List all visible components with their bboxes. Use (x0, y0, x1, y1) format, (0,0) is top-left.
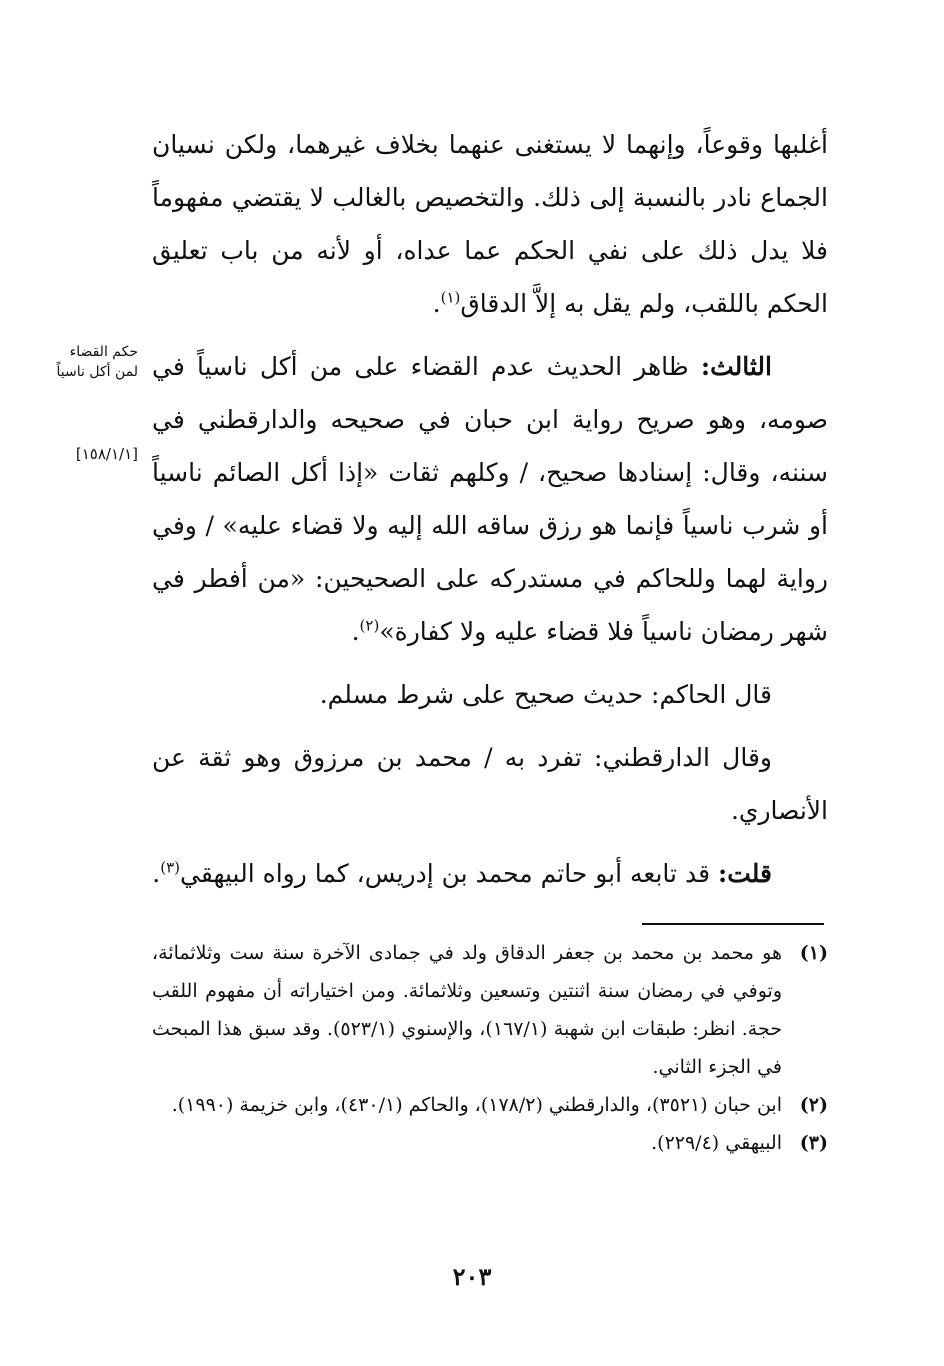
paragraph-5 (152, 847, 828, 900)
footnote-ref-1[interactable]: (١) (440, 288, 461, 307)
footnote-ref-3[interactable]: (٣) (160, 858, 180, 877)
footnote-3 (152, 1124, 828, 1162)
footnote-1-number: (١) (799, 942, 828, 964)
paragraph-1-tail: . (432, 289, 441, 318)
paragraph-4 (152, 731, 828, 837)
footnote-1 (152, 934, 828, 1086)
footnote-ref-2[interactable]: (٢) (359, 616, 380, 635)
paragraph-5-lead: قلت: (717, 859, 772, 888)
margin-note-manuscript-ref: [١٥٨/١/١] (75, 445, 138, 463)
paragraph-4-text: وقال الدارقطني: تفرد به / محمد بن مرزوق وهو ثقة عن الأنصاري. (152, 743, 828, 825)
paragraph-2-tail: . (351, 617, 360, 646)
footnote-3-text: البيهقي (٢٢٩/٤). (651, 1132, 782, 1154)
paragraph-5-tail: . (152, 859, 161, 888)
paragraph-5-text: قد تابعه أبو حاتم محمد بن إدريس، كما رواه البيهقي (179, 859, 711, 888)
main-text-body (152, 118, 828, 910)
footnote-2-number: (٢) (799, 1094, 828, 1116)
paragraph-2 (152, 340, 828, 658)
page-number: ٢٠٣ (452, 1262, 492, 1291)
paragraph-2-text: ظاهر الحديث عدم القضاء على من أكل ناسياً في صومه، وهو صريح رواية ابن حبان في صحيحه والدارقطني في سننه، وقال: إسنادها صحيح، / وكلهم ثقات «إذا أكل الصائم ناسياً أو شرب ناسياً فإنما هو رزق ساقه الله إليه ولا قضاء عليه» / وفي رواية لهما وللحاكم في مستدركه على الصحيحين: «من أفطر في شهر رمضان ناسياً فلا قضاء عليه ولا كفارة» (152, 352, 829, 646)
paragraph-1-text: أغلبها وقوعاً، وإنهما لا يستغنى عنهما بخلاف غيرهما، ولكن نسيان الجماع نادر بالنسبة إلى ذلك. والتخصيص بالغالب لا يقتضي مفهوماً فلا يدل ذلك على نفي الحكم عما عداه، أو لأنه من باب تعليق الحكم باللقب، ولم يقل به إلاَّ الدقاق (152, 130, 828, 318)
footnote-2-text: ابن حبان (٣٥٢١)، والدارقطني (١٧٨/٢)، والحاكم (٤٣٠/١)، وابن خزيمة (١٩٩٠). (171, 1094, 782, 1116)
footnote-2 (152, 1086, 828, 1124)
footnotes-section (152, 934, 828, 1162)
paragraph-1 (152, 118, 828, 330)
margin-note-topic-line-2: لمن أكل ناسياً (56, 364, 138, 380)
footnote-3-number: (٣) (799, 1132, 828, 1154)
paragraph-3 (152, 668, 828, 721)
paragraph-2-lead: الثالث: (700, 352, 772, 381)
footnote-1-text: هو محمد بن محمد بن جعفر الدقاق ولد في جمادى الآخرة سنة ست وثلاثمائة، وتوفي في رمضان سنة اثنتين وتسعين وثلاثمائة. ومن اختياراته أن مفهوم اللقب حجة. انظر: طبقات ابن شهبة (١٦٧/١)، والإسنوي (٥٢٣/١). وقد سبق هذا المبحث في الجزء الثاني. (152, 942, 783, 1078)
margin-note-topic-line-1: حكم القضاء (69, 344, 138, 360)
paragraph-3-text: قال الحاكم: حديث صحيح على شرط مسلم. (319, 680, 772, 709)
margin-note-topic (40, 342, 138, 382)
footnote-divider (642, 923, 824, 925)
